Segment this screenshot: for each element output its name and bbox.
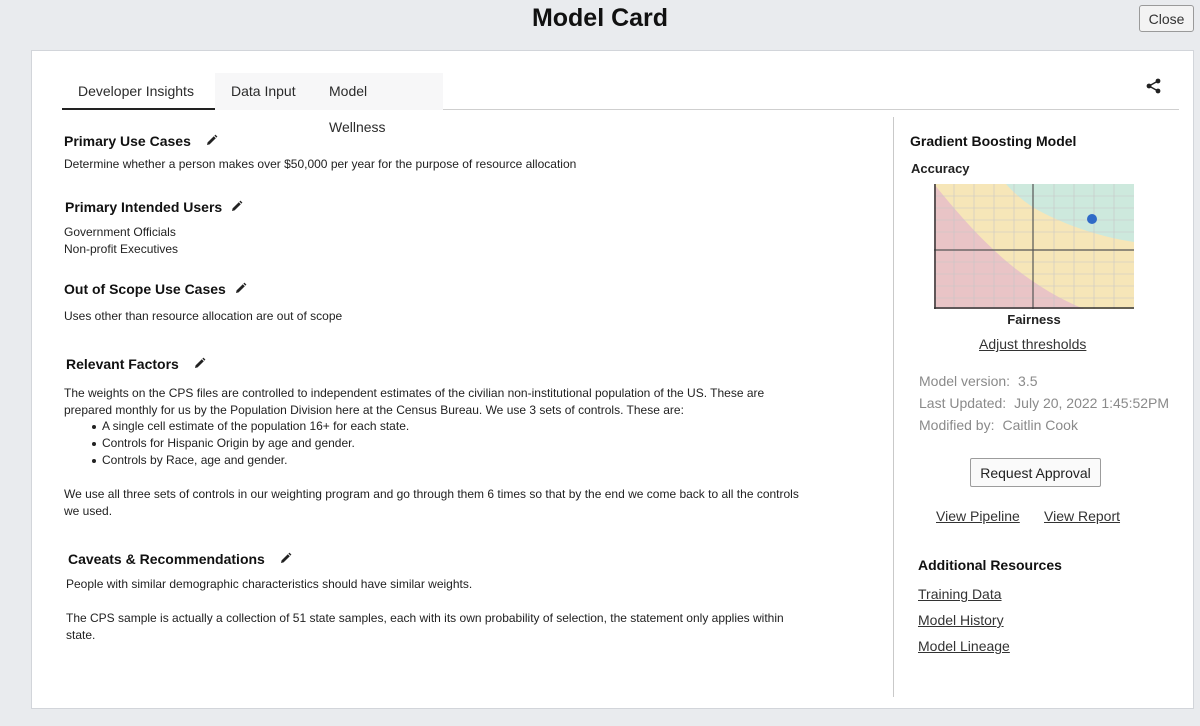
controls-list	[102, 418, 409, 469]
primary-use-cases-text: Determine whether a person makes over $50,000 per year for the purpose of resource allocation	[64, 157, 577, 171]
primary-use-cases-heading	[64, 133, 218, 149]
edit-pencil-icon[interactable]	[193, 357, 206, 370]
edit-pencil-icon[interactable]	[205, 134, 218, 147]
primary-intended-users-heading	[65, 199, 243, 215]
meta-key: Model version:	[919, 373, 1011, 389]
primary-intended-users-title: Primary Intended Users	[65, 199, 223, 215]
modified-by-row	[919, 417, 1078, 433]
edit-pencil-icon[interactable]	[279, 552, 292, 565]
intended-user-item: Non-profit Executives	[64, 242, 179, 256]
panel-divider	[893, 117, 894, 697]
accuracy-axis-label: Accuracy	[911, 161, 970, 176]
relevant-factors-text: We use all three sets of controls in our weighting program and go through them 6 times so that by the end we come back to all the controls	[64, 487, 799, 501]
primary-use-cases-title: Primary Use Cases	[64, 133, 191, 149]
caveats-text: The CPS sample is actually a collection of 51 state samples, each with its own probability of selection, the statement only applies within	[66, 611, 784, 625]
accuracy-fairness-chart[interactable]	[934, 184, 1134, 309]
list-item: A single cell estimate of the population 16+ for each state.	[102, 419, 410, 433]
tab-bar	[62, 73, 1179, 135]
out-of-scope-heading	[64, 281, 247, 297]
tab-data-input[interactable]: Data Input	[215, 73, 313, 110]
meta-key: Last Updated:	[919, 395, 1007, 411]
edit-pencil-icon[interactable]	[234, 282, 247, 295]
last-updated-row	[919, 395, 1169, 411]
relevant-factors-title: Relevant Factors	[66, 356, 179, 372]
list-item: Controls for Hispanic Origin by age and gender.	[102, 435, 409, 452]
relevant-factors-text: The weights on the CPS files are controlled to independent estimates of the civilian non-institutional population of the US. These are	[64, 386, 765, 400]
out-of-scope-text: Uses other than resource allocation are out of scope	[64, 309, 343, 323]
intended-user-item: Government Officials	[64, 225, 176, 239]
tab-model-wellness[interactable]: Model Wellness	[313, 73, 443, 110]
share-icon[interactable]	[1145, 77, 1163, 95]
model-lineage-link[interactable]: Model Lineage	[918, 638, 1010, 654]
request-approval-button[interactable]: Request Approval	[970, 458, 1101, 487]
caveats-title: Caveats & Recommendations	[68, 551, 265, 567]
meta-value: 3.5	[1018, 373, 1038, 389]
view-report-link[interactable]: View Report	[1044, 508, 1121, 524]
meta-value: July 20, 2022 1:45:52PM	[1014, 395, 1170, 411]
additional-resources-title: Additional Resources	[918, 557, 1062, 573]
training-data-link[interactable]: Training Data	[918, 586, 1002, 602]
relevant-factors-text: prepared monthly for us by the Population Division here at the Census Bureau. We use 3 sets of controls. These are:	[64, 403, 684, 417]
view-pipeline-link[interactable]: View Pipeline	[936, 508, 1020, 524]
edit-pencil-icon[interactable]	[230, 200, 243, 213]
adjust-thresholds-link[interactable]: Adjust thresholds	[979, 336, 1087, 352]
tab-developer-insights[interactable]: Developer Insights	[62, 73, 215, 110]
fairness-axis-label: Fairness	[1007, 312, 1061, 327]
model-history-link[interactable]: Model History	[918, 612, 1004, 628]
relevant-factors-heading	[66, 356, 206, 372]
caveats-text: People with similar demographic characteristics should have similar weights.	[66, 577, 473, 591]
page-title: Model Card	[531, 4, 669, 32]
close-button[interactable]: Close	[1139, 5, 1194, 32]
meta-value: Caitlin Cook	[1002, 417, 1078, 433]
list-item: Controls by Race, age and gender.	[102, 452, 409, 469]
model-version-row	[919, 373, 1038, 389]
model-card-panel	[31, 50, 1194, 709]
meta-key: Modified by:	[919, 417, 995, 433]
model-point-marker	[1087, 214, 1097, 224]
caveats-heading	[68, 551, 292, 567]
relevant-factors-text: we used.	[64, 504, 113, 518]
caveats-text: state.	[66, 628, 96, 642]
out-of-scope-title: Out of Scope Use Cases	[64, 281, 226, 297]
model-name: Gradient Boosting Model	[910, 133, 1077, 149]
